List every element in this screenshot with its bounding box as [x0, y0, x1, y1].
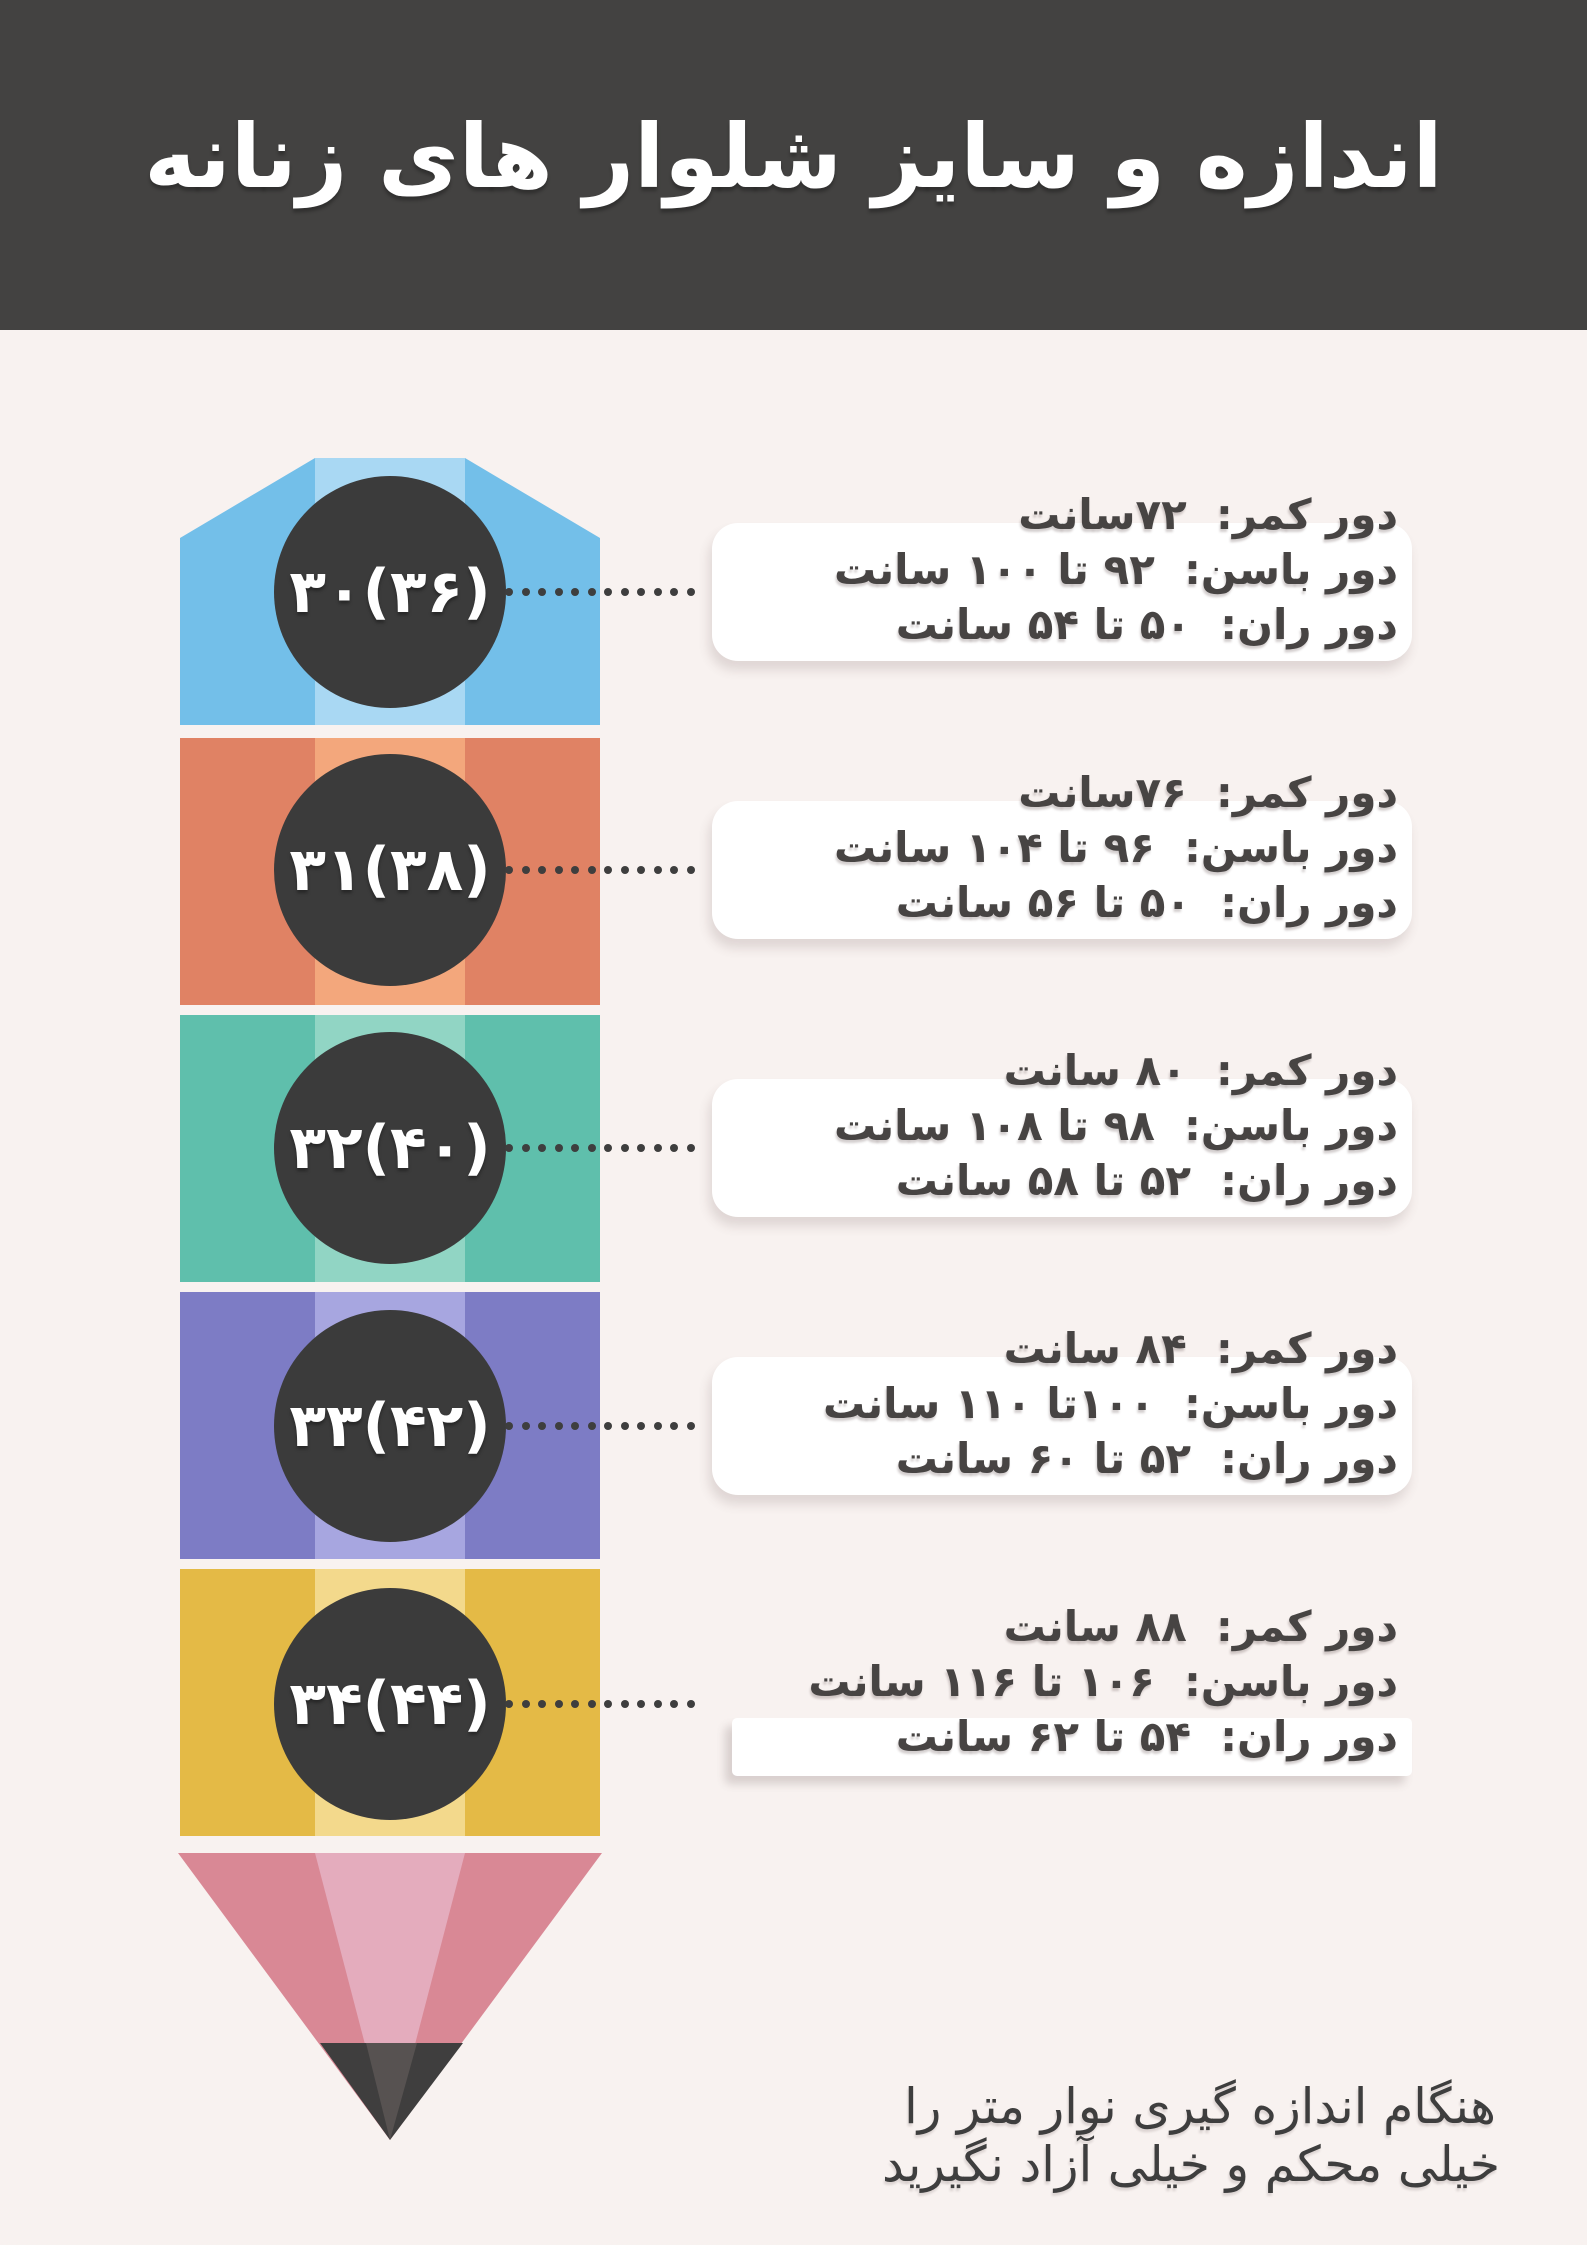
size-circle-label: ۳۰(۳۶): [289, 557, 491, 627]
connector-dot: [637, 588, 645, 596]
connector-dot: [637, 1422, 645, 1430]
connector-dot: [505, 588, 513, 596]
connector-dot: [637, 866, 645, 874]
connector-dot: [522, 588, 530, 596]
connector-dot: [538, 1700, 546, 1708]
measuring-tip-note: [882, 2078, 1500, 2194]
connector-dot: [604, 866, 612, 874]
waist-measurement: دور کمر: ۸۴ سانت: [1003, 1324, 1398, 1373]
dotted-connector: [505, 1699, 695, 1709]
connector-dot: [654, 1700, 662, 1708]
connector-dot: [571, 1700, 579, 1708]
connector-dot: [654, 1422, 662, 1430]
connector-dot: [670, 1422, 678, 1430]
connector-dot: [505, 866, 513, 874]
dotted-connector: [505, 587, 695, 597]
hip-measurement: دور باسن: ۱۰۶ تا ۱۱۶ سانت: [808, 1657, 1398, 1706]
connector-dot: [522, 1422, 530, 1430]
measurements: [834, 1043, 1398, 1208]
connector-dot: [588, 588, 596, 596]
connector-dot: [670, 588, 678, 596]
measurements: [834, 765, 1398, 930]
connector-dot: [555, 866, 563, 874]
connector-dot: [637, 1700, 645, 1708]
thigh-measurement: دور ران: ۵۲ تا ۶۰ سانت: [895, 1434, 1398, 1483]
connector-dot: [538, 866, 546, 874]
connector-dot: [571, 866, 579, 874]
connector-dot: [505, 1422, 513, 1430]
connector-dot: [571, 1422, 579, 1430]
connector-dot: [687, 1700, 695, 1708]
connector-dot: [621, 1144, 629, 1152]
connector-dot: [654, 588, 662, 596]
thigh-measurement: دور ران: ۵۰ تا ۵۶ سانت: [895, 878, 1398, 927]
connector-dot: [588, 1700, 596, 1708]
hip-measurement: دور باسن: ۹۸ تا ۱۰۸ سانت: [833, 1101, 1398, 1150]
size-circle: [274, 1032, 506, 1264]
thigh-measurement: دور ران: ۵۴ تا ۶۲ سانت: [895, 1712, 1398, 1761]
measurements: [808, 1599, 1398, 1764]
connector-dot: [621, 866, 629, 874]
size-circle: [274, 476, 506, 708]
connector-dot: [505, 1144, 513, 1152]
connector-dot: [670, 1144, 678, 1152]
connector-dot: [555, 1144, 563, 1152]
waist-measurement: دور کمر: ۸۰ سانت: [1003, 1046, 1398, 1095]
size-circle: [274, 1310, 506, 1542]
connector-dot: [670, 1700, 678, 1708]
connector-dot: [505, 1700, 513, 1708]
measurements: [823, 1321, 1398, 1486]
connector-dot: [538, 1422, 546, 1430]
measuring-tip-line-1: هنگام اندازه گیری نوار متر را: [904, 2078, 1496, 2135]
connector-dot: [687, 1422, 695, 1430]
connector-dot: [522, 1144, 530, 1152]
connector-dot: [604, 1700, 612, 1708]
connector-dot: [588, 1422, 596, 1430]
connector-dot: [637, 1144, 645, 1152]
dotted-connector: [505, 1143, 695, 1153]
connector-dot: [571, 588, 579, 596]
size-circle-label: ۳۴(۴۴): [289, 1669, 491, 1739]
connector-dot: [654, 866, 662, 874]
connector-dot: [604, 1144, 612, 1152]
waist-measurement: دور کمر: ۸۸ سانت: [1003, 1602, 1398, 1651]
measuring-tip-line-2: خیلی محکم و خیلی آزاد نگیرید: [882, 2136, 1500, 2193]
size-circle-label: ۳۳(۴۲): [289, 1391, 491, 1461]
connector-dot: [604, 1422, 612, 1430]
connector-dot: [555, 1700, 563, 1708]
thigh-measurement: دور ران: ۵۰ تا ۵۴ سانت: [895, 600, 1398, 649]
connector-dot: [522, 1700, 530, 1708]
connector-dot: [538, 1144, 546, 1152]
connector-dot: [654, 1144, 662, 1152]
hip-measurement: دور باسن: ۱۰۰تا ۱۱۰ سانت: [822, 1379, 1398, 1428]
connector-dot: [588, 866, 596, 874]
connector-dot: [604, 588, 612, 596]
connector-dot: [687, 866, 695, 874]
connector-dot: [571, 1144, 579, 1152]
connector-dot: [588, 1144, 596, 1152]
waist-measurement: دور کمر: ۷۲سانت: [1018, 490, 1398, 539]
measurements: [834, 487, 1398, 652]
connector-dot: [621, 1700, 629, 1708]
connector-dot: [687, 1144, 695, 1152]
pencil-tip: [178, 1853, 602, 2140]
size-circle-label: ۳۲(۴۰): [289, 1113, 491, 1183]
header-bar: [0, 0, 1587, 330]
size-circle: [274, 754, 506, 986]
hip-measurement: دور باسن: ۹۶ تا ۱۰۴ سانت: [833, 823, 1398, 872]
thigh-measurement: دور ران: ۵۲ تا ۵۸ سانت: [895, 1156, 1398, 1205]
size-circle-label: ۳۱(۳۸): [289, 835, 491, 905]
connector-dot: [555, 588, 563, 596]
connector-dot: [621, 588, 629, 596]
hip-measurement: دور باسن: ۹۲ تا ۱۰۰ سانت: [833, 545, 1398, 594]
connector-dot: [555, 1422, 563, 1430]
connector-dot: [522, 866, 530, 874]
dotted-connector: [505, 865, 695, 875]
waist-measurement: دور کمر: ۷۶سانت: [1018, 768, 1398, 817]
connector-dot: [538, 588, 546, 596]
size-circle: [274, 1588, 506, 1820]
page-title: اندازه و سایز شلوار های زنانه: [144, 104, 1443, 208]
connector-dot: [670, 866, 678, 874]
dotted-connector: [505, 1421, 695, 1431]
connector-dot: [687, 588, 695, 596]
connector-dot: [621, 1422, 629, 1430]
